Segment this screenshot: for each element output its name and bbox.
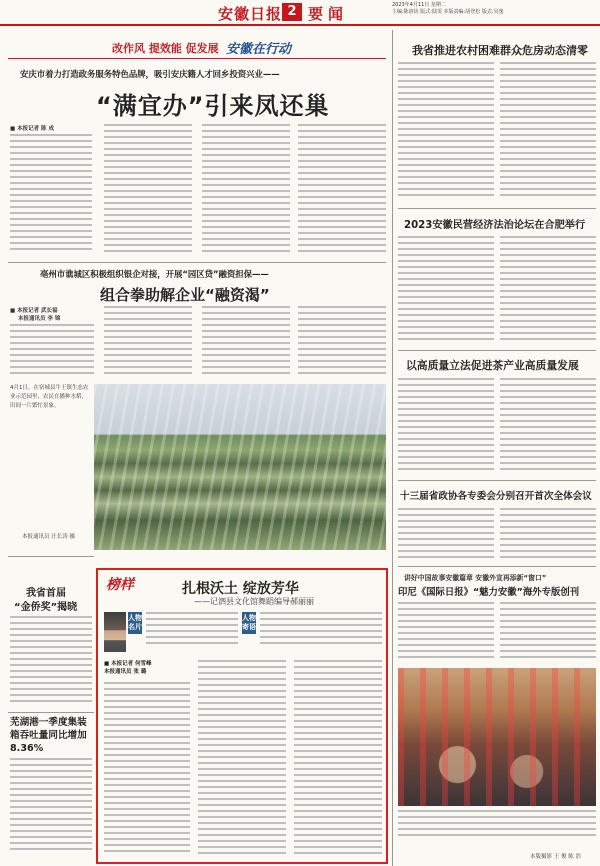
article-body bbox=[398, 508, 494, 566]
feature-body-col2 bbox=[198, 660, 286, 858]
article-body bbox=[10, 758, 92, 862]
article-body bbox=[398, 62, 494, 202]
divider bbox=[398, 480, 596, 481]
photo-caption bbox=[398, 810, 596, 846]
article-body bbox=[500, 602, 596, 666]
divider bbox=[398, 208, 596, 209]
feature-byline: ■ 本报记者 何雪峰 本报通讯员 张 璐 bbox=[104, 661, 152, 675]
article-body bbox=[10, 616, 92, 710]
article-byline: ■ 本报记者 陈 成 bbox=[10, 126, 54, 132]
section-title: 要闻 bbox=[308, 5, 349, 23]
campaign-slogan-script: 安徽在行动 bbox=[226, 42, 292, 57]
quote-tag: 人物寄语 bbox=[242, 612, 256, 634]
photo-credit: 本报通讯员 汪长涛 摄 bbox=[22, 534, 75, 540]
page-number: 2 bbox=[282, 3, 302, 21]
headline: 我省推进农村困难群众危房动态清零 bbox=[412, 44, 588, 57]
article-kicker: 安庆市着力打造政务服务特色品牌，吸引安庆籍人才回乡投资兴业—— bbox=[20, 69, 280, 79]
article-body-col3 bbox=[202, 306, 290, 378]
divider bbox=[8, 262, 386, 263]
issue-date: 2023年4月11日 星期二 bbox=[392, 2, 446, 8]
article-kicker: 讲好中国故事安徽篇章 安徽外宣再添新“窗口” bbox=[404, 574, 547, 582]
article-body bbox=[500, 62, 596, 202]
divider bbox=[398, 566, 596, 567]
masthead-meta bbox=[392, 2, 597, 16]
photo-credit: 本版摄影 王 俊 陈 浩 bbox=[530, 854, 581, 860]
article-title: “满宜办”引来凤还巢 bbox=[96, 92, 330, 120]
article-byline: ■ 本报记者 武长福 bbox=[10, 308, 58, 314]
photo-caption: 4月1日，在宿城县牛王镇生态农业示范园里，农民在播种水稻，田间一片繁忙景象。 bbox=[10, 385, 89, 409]
divider bbox=[8, 556, 94, 557]
divider bbox=[8, 712, 94, 713]
feature-body-col3 bbox=[294, 660, 382, 858]
headline-kicker: 我省首届 bbox=[26, 588, 66, 599]
article-body-col4 bbox=[298, 306, 386, 378]
masthead bbox=[0, 0, 600, 26]
headline: “金侨奖”揭晓 bbox=[14, 602, 78, 613]
feature-stamp: 榜样 bbox=[106, 577, 134, 593]
article-body bbox=[398, 602, 494, 666]
article-title: 组合拳助解企业“融资渴” bbox=[100, 286, 270, 304]
feature-title: 扎根沃土 绽放芳华 bbox=[182, 581, 299, 597]
portrait-photo bbox=[104, 612, 126, 652]
street-festival-photo bbox=[398, 668, 596, 806]
headline: 印尼《国际日报》“魅力安徽”海外专版创刊 bbox=[398, 587, 580, 598]
profile-tag: 人物名片 bbox=[128, 612, 142, 634]
article-body bbox=[398, 378, 494, 474]
article-body bbox=[500, 236, 596, 344]
article-body-col2 bbox=[104, 124, 192, 254]
article-body-col1 bbox=[10, 324, 94, 378]
article-body bbox=[500, 378, 596, 474]
article-body-col2 bbox=[104, 306, 192, 378]
article-body bbox=[500, 508, 596, 566]
newspaper-logo: 安徽日报 bbox=[218, 5, 283, 23]
farm-field-photo bbox=[94, 384, 386, 550]
article-body-col4 bbox=[298, 124, 386, 254]
headline: 以高质量立法促进茶产业高质量发展 bbox=[406, 359, 579, 372]
headline: 2023安徽民营经济法治论坛在合肥举行 bbox=[404, 220, 586, 231]
article-byline: 本报通讯员 李 锦 bbox=[18, 316, 61, 322]
quote-text bbox=[260, 612, 382, 652]
feature-subtitle: ——记泗县文化馆舞蹈编导郝丽丽 bbox=[194, 597, 314, 606]
campaign-slogan: 改作风 提效能 促发展 bbox=[112, 42, 219, 55]
editor-credits: 主编:陈溶坊 版式:陆雯 本版责编:胡登松 版式:吴逸 bbox=[392, 9, 504, 15]
feature-body-col1 bbox=[104, 682, 190, 858]
profile-text bbox=[146, 612, 238, 652]
divider bbox=[398, 350, 596, 351]
column-divider bbox=[392, 30, 393, 866]
headline: 芜湖港一季度集装箱吞吐量同比增加8.36% bbox=[10, 717, 87, 754]
article-body bbox=[398, 236, 494, 344]
article-kicker: 亳州市谯城区积极组织银企对接，开展“园区贷”融资担保—— bbox=[40, 269, 269, 279]
article-body-col3 bbox=[202, 124, 290, 254]
article-body-col1 bbox=[10, 134, 92, 254]
headline: 十三届省政协各专委会分别召开首次全体会议 bbox=[400, 491, 592, 502]
divider bbox=[8, 58, 386, 59]
